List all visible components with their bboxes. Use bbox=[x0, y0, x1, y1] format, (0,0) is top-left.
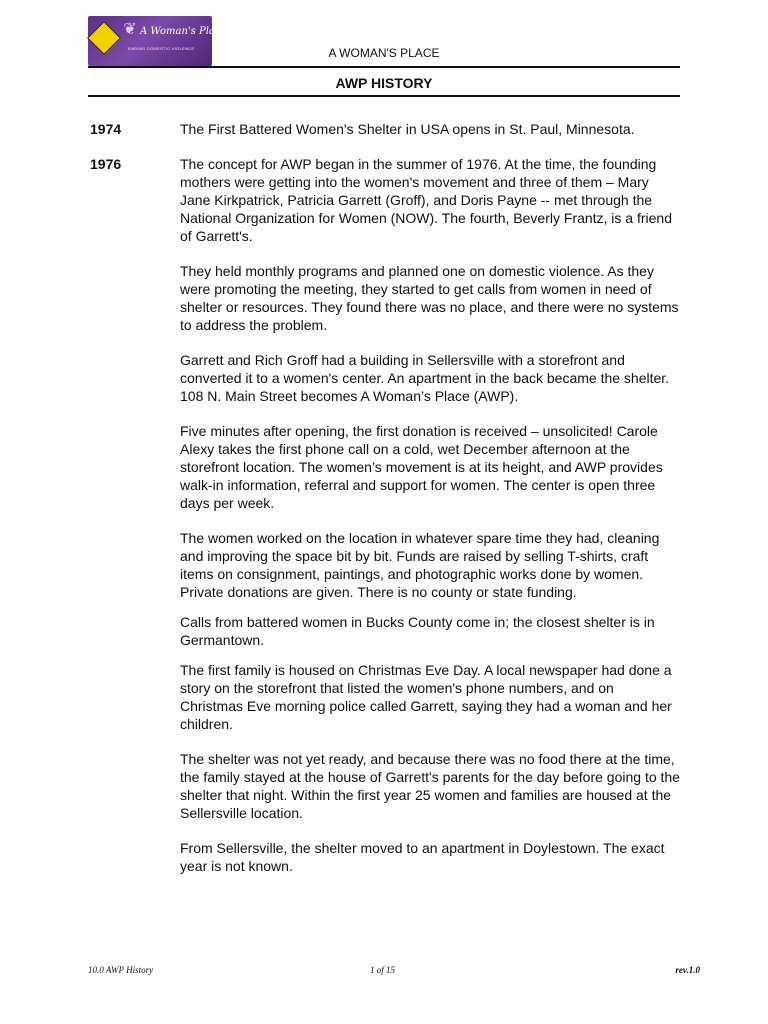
history-content bbox=[90, 120, 690, 875]
entry-paragraph: The First Battered Women's Shelter in USA opens in St. Paul, Minnesota. bbox=[180, 121, 635, 137]
footer-page-number: 1 of 15 bbox=[370, 965, 396, 975]
footer-revision: rev.1.0 bbox=[675, 965, 700, 975]
entry-body bbox=[180, 120, 680, 138]
entry-paragraph: The women worked on the location in whatever spare time they had, cleaning and improving the space bit by bit. Funds are raised by selling T-shirts, craft items on consignment, paintings, and photographic works done by women. Private donations are given. There is no county or state funding. bbox=[180, 530, 660, 600]
logo-tagline: ENDING DOMESTIC VIOLENCE bbox=[128, 46, 195, 51]
entry-paragraph: The shelter was not yet ready, and because there was no food there at the time, the family stayed at the house of Garrett's parents for the day before going to the shelter that night. Within the first year 25 women and families are housed at the Sellersville location. bbox=[180, 751, 680, 821]
entry-paragraph: The first family is housed on Christmas Eve Day. A local newspaper had done a story on the storefront that listed the women's phone numbers, and on Christmas Eve morning police called Garrett, saying they had a woman and her children. bbox=[180, 662, 672, 732]
entry-paragraph: Garrett and Rich Groff had a building in Sellersville with a storefront and converted it to a women's center. An apartment in the back became the shelter. 108 N. Main Street becomes A Woman’s Place (AWP). bbox=[180, 352, 670, 404]
butterfly-icon: ❦ bbox=[123, 21, 137, 38]
header-rule-bottom bbox=[88, 95, 680, 97]
entry-paragraph: Five minutes after opening, the first donation is received – unsolicited! Carole Alexy takes the first phone call on a cold, wet December afternoon at the storefront location. The women’s movement is at its height, and AWP provides walk-in information, referral and support for women. The center is open three days per week. bbox=[180, 423, 663, 511]
entry-paragraph: They held monthly programs and planned one on domestic violence. As they were promoting the meeting, they started to get calls from women in need of shelter or resources. They found there was no place, and there were no systems to address the problem. bbox=[180, 263, 679, 333]
entry-paragraph: The concept for AWP began in the summer of 1976. At the time, the founding mothers were getting into the women's movement and three of them – Mary Jane Kirkpatrick, Patricia Garrett (Groff), and Doris Payne -- met through the National Organization for Women (NOW). The fourth, Beverly Frantz, is a friend of Garrett's. bbox=[180, 156, 673, 244]
org-name: A WOMAN'S PLACE bbox=[328, 46, 440, 60]
logo-text: A Woman's Place bbox=[140, 26, 227, 37]
entry-year: 1974 bbox=[90, 121, 122, 137]
footer-document-name: 10.0 AWP History bbox=[88, 965, 154, 975]
history-entry-1976 bbox=[90, 155, 690, 875]
header-rule-top bbox=[88, 66, 680, 68]
entry-paragraph: From Sellersville, the shelter moved to an apartment in Doylestown. The exact year is not known. bbox=[180, 840, 665, 874]
entry-body bbox=[180, 155, 680, 875]
history-entry-1974 bbox=[90, 120, 690, 138]
section-title: AWP HISTORY bbox=[335, 75, 433, 91]
entry-year: 1976 bbox=[90, 156, 122, 172]
entry-paragraph: Calls from battered women in Bucks County come in; the closest shelter is in Germantown. bbox=[180, 614, 655, 648]
